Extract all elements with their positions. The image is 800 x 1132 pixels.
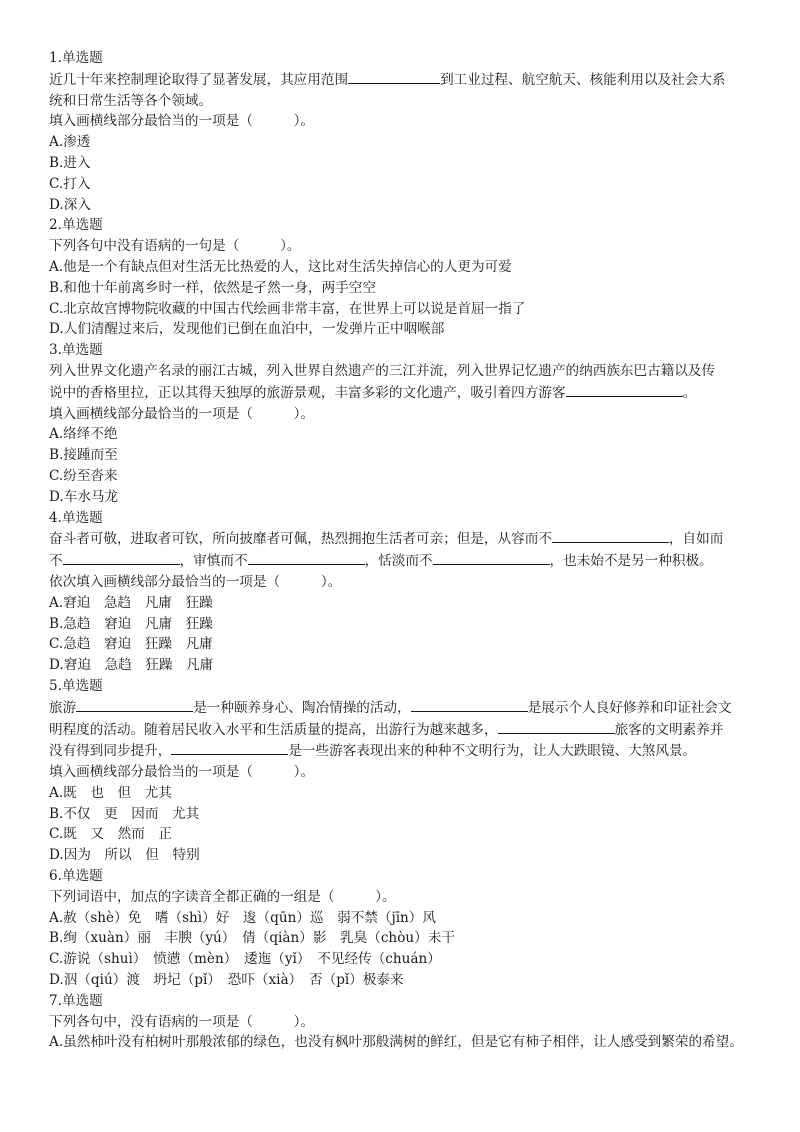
question-stem: 列入世界文化遗产名录的丽江古城，列入世界自然遗产的三江并流，列入世界记忆遗产的纳西族东巴古籍以及传: [49, 362, 716, 379]
question-stem: 近几十年来控制理论取得了显著发展，其应用范围 到工业过程、航空航天、核能利用以及社会大系: [49, 69, 754, 91]
question-stem-continued: 不 ，审慎而不 ，恬淡而不 ，也未始不是另一种积极。: [49, 550, 754, 572]
fill-blank: [566, 382, 683, 397]
option-a: A.赦（shè）免 嗜（shì）好 逡（qūn）巡 弱不禁（jīn）风: [49, 909, 436, 926]
option-b: B.和他十年前离乡时一样，依然是孑然一身，两手空空: [49, 279, 376, 296]
option-a: A.窘迫 急趋 凡庸 狂躁: [49, 594, 213, 611]
question-stem-continued: 说中的香格里拉，正以其得天独厚的旅游景观，丰富多彩的文化遗产，吸引着四方游客 。: [49, 382, 754, 404]
question-header: 4.单选题: [49, 509, 103, 526]
question-5: [49, 676, 754, 866]
option-c: C.北京故宫博物院收藏的中国古代绘画非常丰富，在世界上可以说是首屈一指了: [49, 300, 526, 317]
question-prompt: 填入画横线部分最恰当的一项是（ ）。: [49, 764, 315, 781]
question-prompt: 填入画横线部分最恰当的一项是（ ）。: [49, 405, 315, 422]
option-a: A.络绎不绝: [49, 426, 118, 443]
fill-blank: [248, 550, 365, 565]
fill-blank: [411, 697, 528, 712]
question-prompt: 依次填入画横线部分最恰当的一项是（ ）。: [49, 573, 342, 590]
question-6: [49, 866, 754, 991]
option-d: D.深入: [49, 196, 91, 213]
question-stem-continued: 明程度的活动。随着居民收入水平和生活质量的提高，出游行为越来越多， 旅客的文明素养并: [49, 719, 754, 741]
option-b: B.不仅 更 因而 尤其: [49, 805, 200, 822]
fill-blank: [552, 528, 669, 543]
question-7: [49, 991, 754, 1053]
question-header: 5.单选题: [49, 677, 103, 694]
option-b: B.绚（xuàn）丽 丰腴（yú） 倩（qiàn）影 乳臭（chòu）未干: [49, 930, 455, 947]
option-a: A.既 也 但 尤其: [49, 784, 172, 801]
option-a: A.他是一个有缺点但对生活无比热爱的人，这比对生活失掉信心的人更为可爱: [49, 258, 512, 275]
question-header: 2.单选题: [49, 217, 103, 234]
document-page: [49, 48, 754, 1053]
fill-blank: [76, 697, 193, 712]
question-stem: 奋斗者可敬，进取者可钦，所向披靡者可佩，热烈拥抱生活者可亲；但是，从容而不 ，自如而: [49, 528, 754, 550]
option-d: D.泅（qiú）渡 坍圮（pǐ） 恐吓（xià） 否（pǐ）极泰来: [49, 972, 404, 989]
fill-blank: [63, 550, 180, 565]
question-prompt: 填入画横线部分最恰当的一项是（ ）。: [49, 113, 315, 130]
question-prompt: 下列各句中没有语病的一句是（ ）。: [49, 238, 301, 255]
option-d: D.因为 所以 但 特别: [49, 847, 200, 864]
option-c: C.纷至沓来: [49, 467, 118, 484]
fill-blank: [171, 740, 288, 755]
option-d: D.车水马龙: [49, 488, 119, 505]
option-b: B.急趋 窘迫 凡庸 狂躁: [49, 615, 213, 632]
question-1: [49, 48, 754, 215]
question-header: 3.单选题: [49, 342, 103, 359]
question-stem: 旅游 是一种颐养身心、陶冶情操的活动， 是展示个人良好修养和印证社会文: [49, 697, 754, 719]
fill-blank: [348, 69, 440, 84]
option-b: B.进入: [49, 154, 91, 171]
question-prompt: 下列词语中，加点的字读音全都正确的一组是（ ）。: [49, 888, 396, 905]
question-prompt: 下列各句中，没有语病的一项是（ ）。: [49, 1013, 315, 1030]
option-a: A.虽然柿叶没有柏树叶那般浓郁的绿色，也没有枫叶那般满树的鲜红，但是它有柿子相伴，让人感受到繁荣的希望。: [49, 1034, 743, 1051]
option-d: D.窘迫 急趋 狂躁 凡庸: [49, 657, 214, 674]
option-b: B.接踵而至: [49, 447, 118, 464]
question-stem-continued: 没有得到同步提升， 是一些游客表现出来的种种不文明行为，让人大跌眼镜、大煞风景。: [49, 740, 754, 762]
option-c: C.既 又 然而 正: [49, 826, 172, 843]
question-2: [49, 215, 754, 340]
question-header: 1.单选题: [49, 50, 103, 66]
fill-blank: [498, 719, 615, 734]
question-header: 6.单选题: [49, 868, 103, 885]
option-c: C.游说（shuì） 愤懑（mèn） 逶迤（yǐ） 不见经传（chuán）: [49, 951, 441, 968]
option-c: C.打入: [49, 175, 91, 192]
option-d: D.人们清醒过来后，发现他们已倒在血泊中，一发弹片正中咽喉部: [49, 321, 445, 338]
option-c: C.急趋 窘迫 狂躁 凡庸: [49, 636, 213, 653]
question-3: [49, 340, 754, 507]
question-header: 7.单选题: [49, 992, 103, 1009]
option-a: A.渗透: [49, 134, 91, 151]
question-stem-continued: 统和日常生活等各个领域。: [49, 92, 213, 109]
fill-blank: [433, 550, 550, 565]
question-4: [49, 508, 754, 676]
